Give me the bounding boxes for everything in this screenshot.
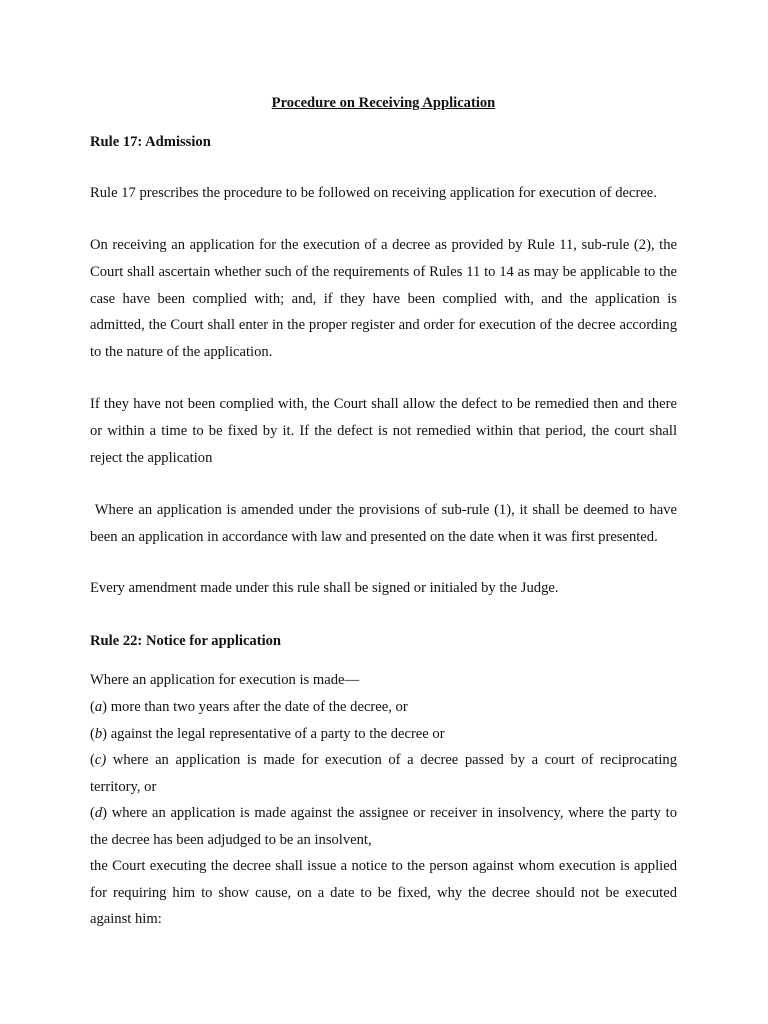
- list-item-b: [90, 724, 677, 744]
- item-marker: a: [94, 699, 103, 715]
- item-text: more than two years after the date of the decree, or: [107, 699, 408, 715]
- list-item-c: [90, 747, 677, 800]
- item-marker-open: (: [90, 726, 95, 742]
- item-marker-close: ): [102, 805, 108, 821]
- item-marker-open: (: [90, 805, 95, 821]
- document-title: Procedure on Receiving Application: [271, 95, 496, 111]
- item-marker-close: ): [102, 699, 108, 715]
- item-marker-open: (: [90, 752, 95, 768]
- item-marker-close: ): [102, 726, 108, 742]
- item-marker: b: [94, 726, 103, 742]
- list-item-d: [90, 800, 677, 853]
- item-text: against the legal representative of a party to the decree or: [107, 726, 445, 742]
- list-item-a: [90, 697, 677, 717]
- paragraph-rule17-admission: On receiving an application for the execution of a decree as provided by Rule 11, sub-rule (2), the Court shall ascertain whether such of the requirements of Rules 11 to 14 as may be applicable to the case have been complied with; and, if they have been complied with, and the application is admitted, the Court shall enter in the proper register and order for execution of the decree according to the nature of the application.: [90, 237, 677, 361]
- paragraph-rule17-amendment: Where an application is amended under the provisions of sub-rule (1), it shall be deemed to have been an application in accordance with law and presented on the date when it was first presented.: [90, 502, 677, 545]
- paragraph-rule17-defect: If they have not been complied with, the Court shall allow the defect to be remedied then and there or within a time to be fixed by it. If the defect is not remedied within that period, the court shall reject the application: [90, 396, 677, 466]
- item-marker-open: (: [90, 699, 95, 715]
- paragraph-rule22-notice: the Court executing the decree shall issue a notice to the person against whom execution is applied for requiring him to show cause, on a date to be fixed, why the decree should not be executed against him:: [90, 858, 677, 927]
- rule-22-heading: Rule 22: Notice for application: [90, 633, 282, 649]
- rule-17-heading: Rule 17: Admission: [90, 134, 211, 150]
- rule22-intro: Where an application for execution is made—: [90, 672, 360, 688]
- paragraph-rule17-signature: Every amendment made under this rule shall be signed or initialed by the Judge.: [90, 580, 559, 596]
- item-marker: c): [94, 752, 107, 768]
- paragraph-rule17-intro: Rule 17 prescribes the procedure to be followed on receiving application for execution of decree.: [90, 185, 657, 201]
- item-marker: d: [94, 805, 103, 821]
- item-text: where an application is made for execution of a decree passed by a court of reciprocating territory, or: [90, 752, 677, 795]
- document-page: [90, 0, 677, 1024]
- item-text: where an application is made against the assignee or receiver in insolvency, where the party to the decree has been adjudged to be an insolvent,: [90, 805, 677, 848]
